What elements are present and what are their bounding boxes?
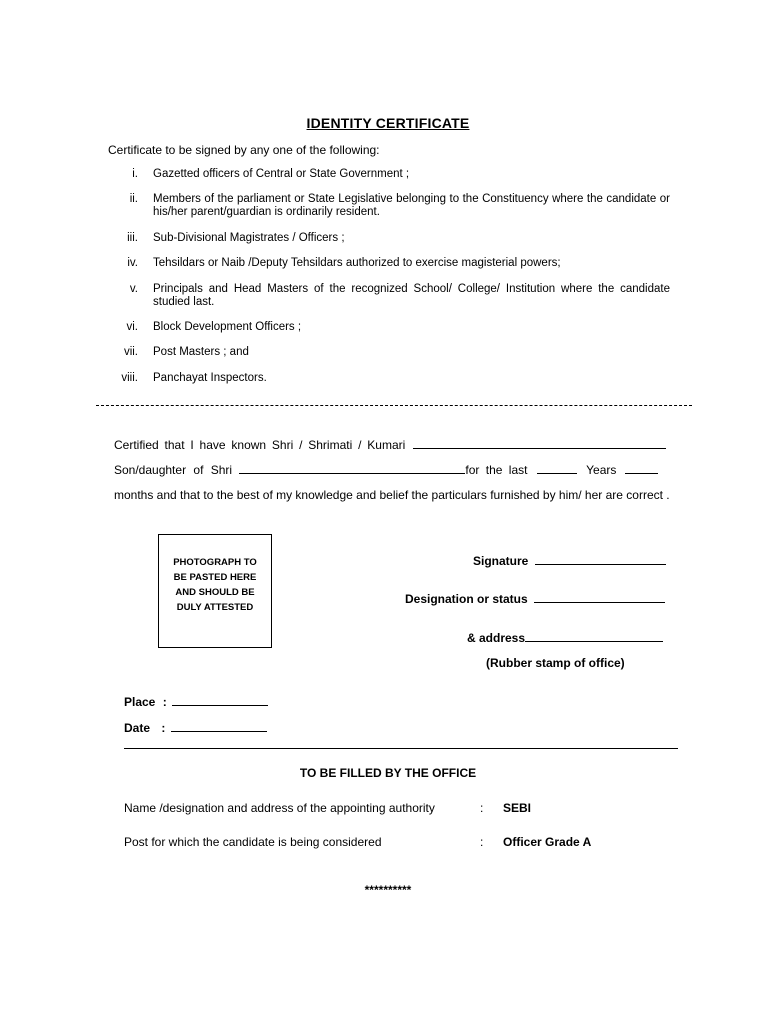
post-colon: : <box>480 835 484 849</box>
years-label: Years <box>586 463 617 477</box>
place-blank[interactable] <box>172 694 268 706</box>
list-text: Principals and Head Masters of the recognized School/ College/ Institution where the candidate studied last. <box>153 282 670 308</box>
list-item <box>100 372 670 385</box>
list-number: v. <box>129 282 138 295</box>
authority-label: Name /designation and address of the appointing authority <box>124 801 435 815</box>
intro-text: Certificate to be signed by any one of the following: <box>108 143 380 157</box>
office-section-title: TO BE FILLED BY THE OFFICE <box>299 766 477 780</box>
designation-blank[interactable] <box>534 591 665 603</box>
cert-line-2 <box>114 462 658 477</box>
list-text: Post Masters ; and <box>153 346 249 359</box>
dashed-divider <box>96 405 692 406</box>
list-item <box>100 257 670 270</box>
list-text: Gazetted officers of Central or State Government ; <box>153 168 410 180</box>
signature-label: Signature <box>473 554 529 568</box>
address-row <box>467 630 663 645</box>
list-number: viii. <box>121 371 138 384</box>
section-divider <box>124 748 678 749</box>
post-label: Post for which the candidate is being considered <box>124 835 382 849</box>
name-blank[interactable] <box>413 437 666 449</box>
cert-line-3: months and that to the best of my knowledge and belief the particulars furnished by him/ her are correct . <box>114 488 670 502</box>
authority-colon: : <box>480 801 484 815</box>
list-item <box>100 346 670 359</box>
list-number: vii. <box>123 346 138 359</box>
list-item <box>100 193 670 219</box>
address-label: & address <box>467 631 526 645</box>
list-text: Members of the parliament or State Legislative belonging to the Constituency where the candidate or his/her parent/guardian is ordinarily resident. <box>153 193 670 219</box>
list-number: iii. <box>127 231 138 244</box>
list-item <box>100 168 670 181</box>
list-number: iv. <box>127 257 138 270</box>
list-number: ii. <box>129 193 138 206</box>
years-blank[interactable] <box>537 462 577 474</box>
list-item <box>100 283 670 309</box>
end-mark: ********** <box>364 883 412 897</box>
date-colon: : <box>161 721 166 735</box>
cert-line-1-text: Certified that I have known Shri / Shrimati / Kumari <box>114 438 406 452</box>
signature-row <box>473 553 666 568</box>
parent-name-blank[interactable] <box>239 462 465 474</box>
address-blank[interactable] <box>525 630 663 642</box>
place-row <box>124 694 268 709</box>
photograph-instructions: PHOTOGRAPH TO BE PASTED HERE AND SHOULD BE DULY ATTESTED <box>173 557 257 613</box>
list-item <box>100 321 670 334</box>
list-text: Sub-Divisional Magistrates / Officers ; <box>153 231 345 244</box>
list-number: vi. <box>126 320 138 333</box>
parent-label: Son/daughter of Shri <box>114 463 233 477</box>
post-value: Officer Grade A <box>503 835 592 849</box>
date-label: Date <box>124 721 151 735</box>
date-blank[interactable] <box>171 720 267 732</box>
list-item <box>100 232 670 245</box>
place-label: Place <box>124 695 156 709</box>
photograph-box <box>158 534 272 648</box>
designation-label: Designation or status <box>405 592 528 606</box>
list-text: Tehsildars or Naib /Deputy Tehsildars authorized to exercise magisterial powers; <box>153 257 561 270</box>
date-row <box>124 720 267 735</box>
cert-line-1 <box>114 437 666 452</box>
signature-blank[interactable] <box>535 553 666 565</box>
months-blank[interactable] <box>625 462 658 474</box>
designation-row <box>405 591 665 606</box>
authority-value: SEBI <box>503 801 532 815</box>
list-text: Block Development Officers ; <box>153 320 302 333</box>
page-title: IDENTITY CERTIFICATE <box>306 115 470 131</box>
rubber-stamp-note: (Rubber stamp of office) <box>486 656 625 670</box>
list-text: Panchayat Inspectors. <box>153 371 267 384</box>
signatory-list <box>100 168 670 397</box>
for-the-last-label: for the last <box>465 463 528 477</box>
place-colon: : <box>162 695 167 709</box>
list-number: i. <box>132 168 138 180</box>
